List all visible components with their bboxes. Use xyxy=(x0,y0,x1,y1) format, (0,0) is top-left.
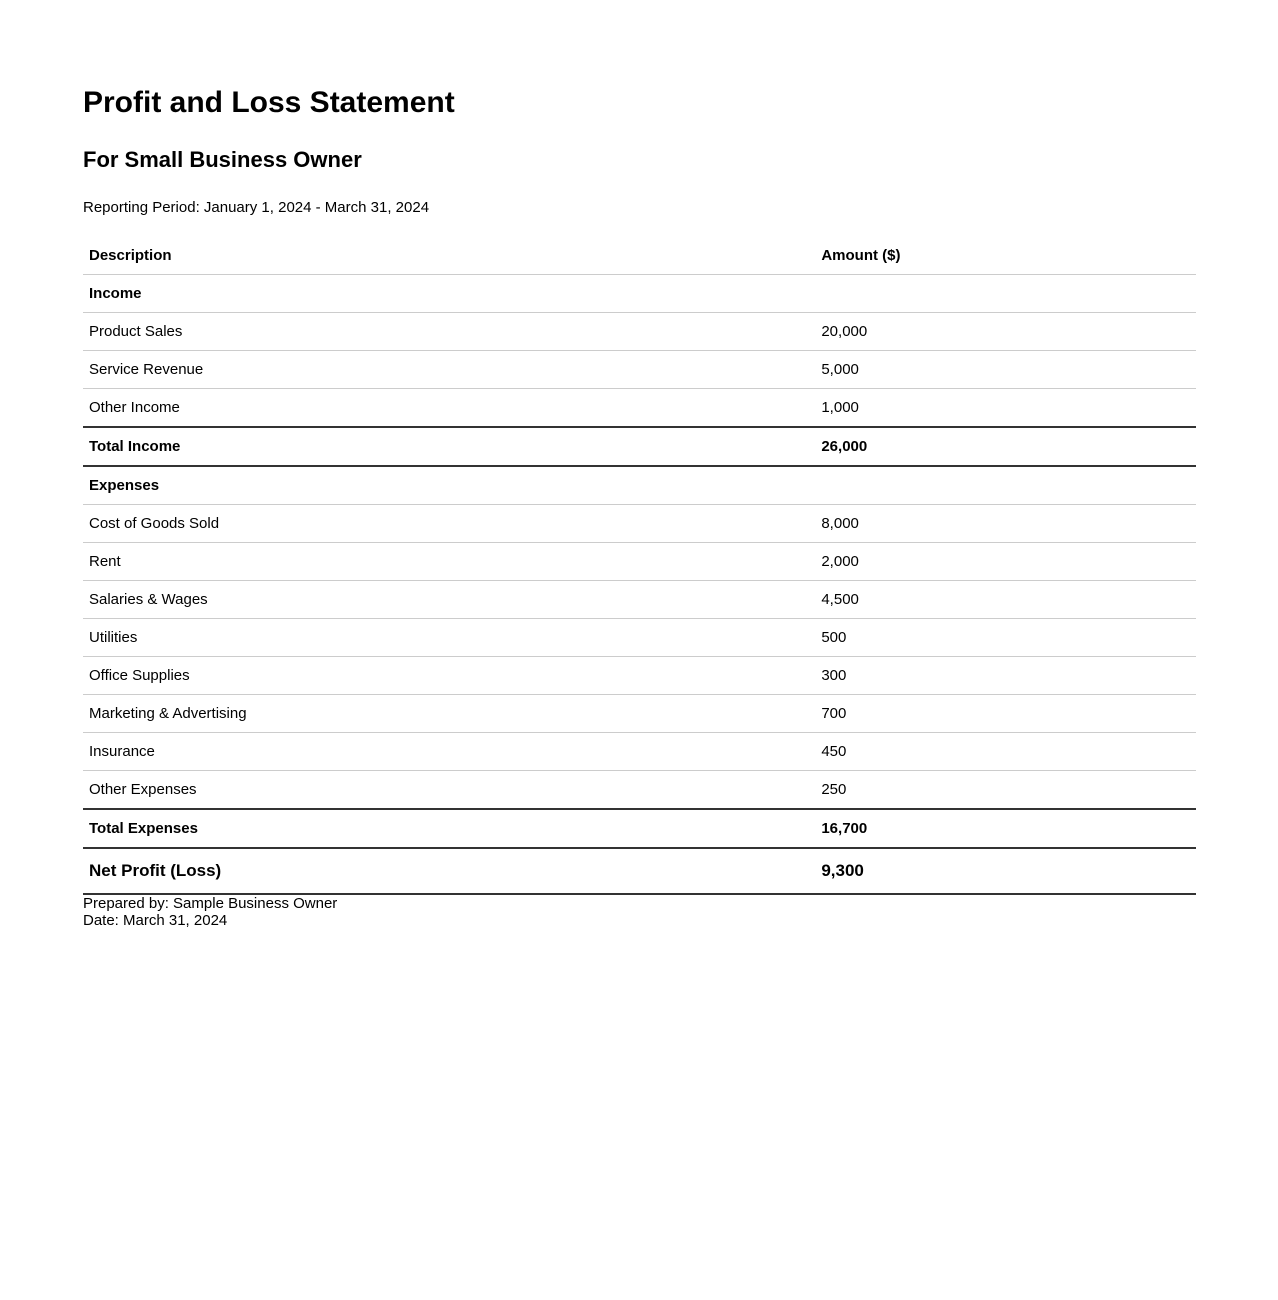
reporting-period: Reporting Period: January 1, 2024 - March 31, 2024 xyxy=(83,199,430,216)
table-row-utilities xyxy=(83,619,1196,657)
row-amount: 5,000 xyxy=(815,351,1196,389)
table-row-expenses-section xyxy=(83,466,1196,505)
table-row-rent xyxy=(83,543,1196,581)
row-description: Service Revenue xyxy=(83,351,815,389)
row-amount: 26,000 xyxy=(815,427,1196,466)
row-description: Product Sales xyxy=(83,313,815,351)
row-amount: 700 xyxy=(815,695,1196,733)
table-row-other-income xyxy=(83,389,1196,428)
row-amount: 9,300 xyxy=(815,848,1196,894)
row-description: Insurance xyxy=(83,733,815,771)
row-description: Income xyxy=(83,275,815,313)
row-description: Other Expenses xyxy=(83,771,815,810)
row-description: Marketing & Advertising xyxy=(83,695,815,733)
row-amount: 300 xyxy=(815,657,1196,695)
date-line: Date: March 31, 2024 xyxy=(83,912,228,929)
row-description: Rent xyxy=(83,543,815,581)
row-amount: 16,700 xyxy=(815,809,1196,848)
prepared-by-line: Prepared by: Sample Business Owner xyxy=(83,895,338,912)
table-header-row xyxy=(83,237,1196,275)
row-amount xyxy=(815,466,1196,505)
document-footer xyxy=(83,895,1196,929)
row-description: Total Income xyxy=(83,427,815,466)
row-amount xyxy=(815,275,1196,313)
table-row-income-section xyxy=(83,275,1196,313)
table-row-marketing-advertising xyxy=(83,695,1196,733)
row-amount: 1,000 xyxy=(815,389,1196,428)
row-description: Office Supplies xyxy=(83,657,815,695)
row-amount: 450 xyxy=(815,733,1196,771)
table-row-total-income xyxy=(83,427,1196,466)
page-subtitle: For Small Business Owner xyxy=(83,147,362,172)
row-amount: 20,000 xyxy=(815,313,1196,351)
row-amount: 2,000 xyxy=(815,543,1196,581)
table-row-net-profit xyxy=(83,848,1196,894)
row-amount: 500 xyxy=(815,619,1196,657)
column-header-amount: Amount ($) xyxy=(815,237,1196,275)
row-amount: 8,000 xyxy=(815,505,1196,543)
row-amount: 4,500 xyxy=(815,581,1196,619)
table-row-cost-of-goods-sold xyxy=(83,505,1196,543)
table-row-total-expenses xyxy=(83,809,1196,848)
column-header-description: Description xyxy=(83,237,815,275)
table-row-other-expenses xyxy=(83,771,1196,810)
table-row-service-revenue xyxy=(83,351,1196,389)
row-description: Total Expenses xyxy=(83,809,815,848)
row-amount: 250 xyxy=(815,771,1196,810)
table-row-product-sales xyxy=(83,313,1196,351)
table-row-office-supplies xyxy=(83,657,1196,695)
profit-loss-table xyxy=(83,237,1196,895)
table-row-salaries-wages xyxy=(83,581,1196,619)
row-description: Expenses xyxy=(83,466,815,505)
row-description: Salaries & Wages xyxy=(83,581,815,619)
row-description: Cost of Goods Sold xyxy=(83,505,815,543)
page-title: Profit and Loss Statement xyxy=(83,86,455,119)
row-description: Utilities xyxy=(83,619,815,657)
row-description: Net Profit (Loss) xyxy=(83,848,815,894)
table-row-insurance xyxy=(83,733,1196,771)
row-description: Other Income xyxy=(83,389,815,428)
